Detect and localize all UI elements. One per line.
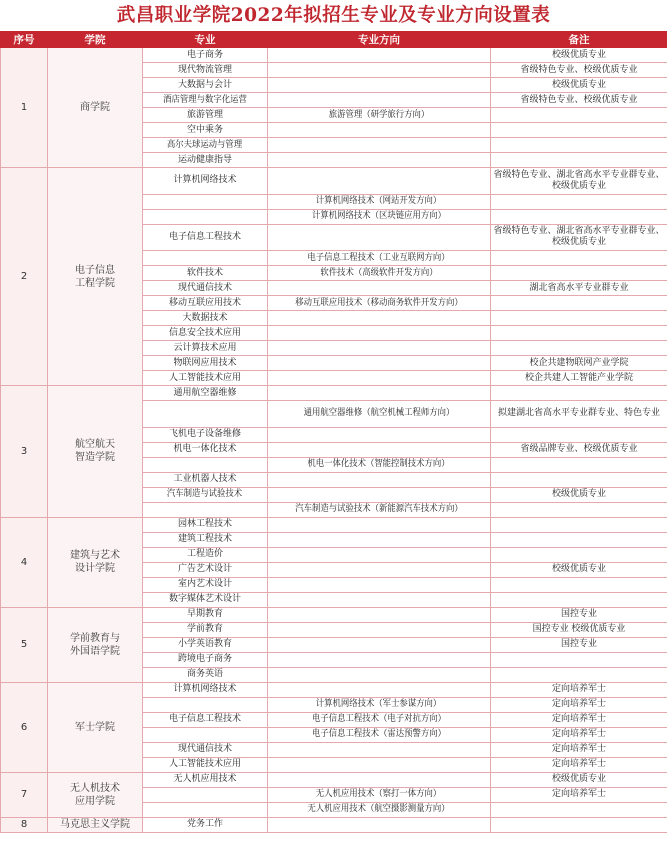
major-cell-text: 人工智能技术应用 (168, 372, 241, 383)
major-cell (143, 772, 268, 787)
major-cell-text: 现代通信技术 (177, 282, 232, 293)
college-name: 电子信息 工程学院 (48, 168, 143, 386)
major-cell (143, 682, 268, 697)
note-cell (491, 547, 667, 562)
major-cell-text: 工业机器人技术 (173, 474, 237, 484)
major-cell-text: 运动健康指导 (177, 154, 232, 165)
major-cell (143, 712, 268, 727)
college-name: 商学院 (48, 48, 143, 168)
note-cell: 拟建湖北省高水平专业群专业、特色专业 (491, 401, 667, 428)
direction-cell-text: 通用航空器维修（航空机械工程师方向） (303, 408, 455, 419)
major-cell-text: 电子信息工程技术 (168, 714, 241, 724)
direction-cell (268, 78, 491, 93)
note-cell: 校企共建人工智能产业学院 (491, 371, 667, 386)
college-name: 学前教育与 外国语学院 (48, 607, 143, 682)
direction-cell (268, 326, 491, 341)
direction-cell (268, 138, 491, 153)
note-cell: 定向培养军士 (491, 697, 667, 712)
note-cell (491, 652, 667, 667)
direction-cell (268, 48, 491, 63)
major-cell-text: 高尔夫球运动与管理 (167, 139, 243, 150)
note-cell (491, 427, 667, 442)
direction-cell (268, 817, 491, 832)
direction-cell (268, 532, 491, 547)
major-cell-text: 无人机应用技术 (173, 774, 237, 784)
major-cell-text: 物联网应用技术 (173, 357, 237, 368)
major-cell (143, 652, 268, 667)
direction-cell (268, 251, 491, 266)
note-cell (491, 386, 667, 401)
major-cell (143, 442, 268, 457)
major-cell (143, 224, 268, 251)
note-cell (491, 802, 667, 817)
major-cell (143, 123, 268, 138)
note-cell (491, 296, 667, 311)
direction-cell-text: 电子信息工程技术（工业互联网方向） (307, 252, 451, 263)
major-cell-text: 现代物流管理 (177, 64, 232, 75)
row-seq: 6 (1, 682, 48, 772)
note-cell (491, 153, 667, 168)
major-cell-text: 电子信息工程技术 (168, 231, 241, 242)
major-cell (143, 78, 268, 93)
direction-cell (268, 802, 491, 817)
major-cell (143, 802, 268, 817)
major-cell-text: 工程造价 (186, 549, 223, 559)
major-cell (143, 817, 268, 832)
note-cell (491, 138, 667, 153)
note-cell (491, 266, 667, 281)
note-cell: 国控专业 (491, 607, 667, 622)
major-cell (143, 386, 268, 401)
direction-cell-text: 无人机应用技术（察打一体方向） (316, 789, 442, 799)
direction-cell (268, 341, 491, 356)
direction-cell (268, 712, 491, 727)
table-row (1, 517, 667, 532)
direction-cell-text: 汽车制造与试验技术（新能源汽车技术方向） (295, 504, 463, 514)
direction-cell-text: 软件技术（高级软件开发方向） (320, 267, 438, 278)
direction-cell (268, 757, 491, 772)
table-row (1, 682, 667, 697)
direction-cell (268, 457, 491, 472)
table-row (1, 168, 667, 195)
major-cell (143, 209, 268, 224)
direction-cell (268, 209, 491, 224)
note-cell (491, 326, 667, 341)
major-cell (143, 697, 268, 712)
major-cell (143, 727, 268, 742)
major-cell-text: 学前教育 (186, 624, 223, 634)
major-cell-text: 移动互联应用技术 (168, 297, 241, 308)
note-cell: 定向培养军士 (491, 787, 667, 802)
direction-cell (268, 577, 491, 592)
note-cell (491, 123, 667, 138)
major-cell (143, 487, 268, 502)
direction-cell (268, 622, 491, 637)
major-cell (143, 108, 268, 123)
direction-cell (268, 727, 491, 742)
note-cell: 校级优质专业 (491, 562, 667, 577)
major-cell-text: 小学英语教育 (177, 639, 232, 649)
major-cell (143, 502, 268, 517)
note-cell (491, 311, 667, 326)
major-cell (143, 326, 268, 341)
direction-cell (268, 562, 491, 577)
direction-cell (268, 772, 491, 787)
header-college: 学院 (48, 32, 143, 48)
note-cell: 湖北省高水平专业群专业 (491, 281, 667, 296)
direction-cell (268, 742, 491, 757)
major-cell (143, 168, 268, 195)
note-cell: 省级品牌专业、校级优质专业 (491, 442, 667, 457)
major-cell-text: 大数据技术 (182, 312, 228, 323)
direction-cell (268, 427, 491, 442)
direction-cell-text: 电子信息工程技术（雷达预警方向） (312, 729, 446, 739)
direction-cell (268, 371, 491, 386)
note-cell: 省级特色专业、湖北省高水平专业群专业、校级优质专业 (491, 168, 667, 195)
direction-cell (268, 296, 491, 311)
major-cell-text: 空中乘务 (186, 124, 223, 135)
major-cell (143, 63, 268, 78)
major-cell-text: 云计算技术应用 (173, 342, 237, 353)
row-seq: 1 (1, 48, 48, 168)
row-seq: 4 (1, 517, 48, 607)
major-cell (143, 532, 268, 547)
major-cell-text: 信息安全技术应用 (168, 327, 241, 338)
major-cell (143, 251, 268, 266)
major-cell (143, 787, 268, 802)
header-note: 备注 (491, 32, 667, 48)
major-cell-text: 大数据与会计 (177, 79, 232, 90)
table-row (1, 772, 667, 787)
table-row (1, 48, 667, 63)
note-cell: 国控专业 (491, 637, 667, 652)
direction-cell (268, 667, 491, 682)
note-cell: 国控专业 校级优质专业 (491, 622, 667, 637)
row-seq: 3 (1, 386, 48, 518)
direction-cell (268, 682, 491, 697)
note-cell (491, 517, 667, 532)
major-cell (143, 281, 268, 296)
major-table (0, 31, 667, 833)
direction-cell (268, 194, 491, 209)
direction-cell (268, 356, 491, 371)
major-cell (143, 742, 268, 757)
note-cell (491, 667, 667, 682)
note-cell: 校级优质专业 (491, 78, 667, 93)
major-cell-text: 酒店管理与数字化运营 (163, 94, 247, 105)
direction-cell (268, 401, 491, 428)
direction-cell (268, 787, 491, 802)
major-cell (143, 194, 268, 209)
major-cell (143, 311, 268, 326)
note-cell: 校级优质专业 (491, 772, 667, 787)
major-cell-text: 计算机网络技术 (173, 175, 237, 186)
direction-cell (268, 637, 491, 652)
major-cell (143, 296, 268, 311)
major-cell (143, 138, 268, 153)
direction-cell (268, 502, 491, 517)
major-cell-text: 建筑工程技术 (177, 534, 232, 544)
note-cell (491, 209, 667, 224)
note-cell (491, 108, 667, 123)
major-cell-text: 商务英语 (186, 669, 223, 679)
direction-cell (268, 652, 491, 667)
major-cell (143, 401, 268, 428)
table-row (1, 386, 667, 401)
note-cell (491, 457, 667, 472)
major-cell-text: 现代通信技术 (177, 744, 232, 754)
header-major: 专业 (143, 32, 268, 48)
major-cell-text: 通用航空器维修 (173, 387, 237, 398)
note-cell: 省级特色专业、湖北省高水平专业群专业、校级优质专业 (491, 224, 667, 251)
college-name: 建筑与艺术 设计学院 (48, 517, 143, 607)
direction-cell (268, 93, 491, 108)
direction-cell (268, 153, 491, 168)
major-cell-text: 人工智能技术应用 (168, 759, 241, 769)
note-cell: 定向培养军士 (491, 757, 667, 772)
major-cell (143, 547, 268, 562)
major-cell-text: 数字媒体艺术设计 (168, 594, 241, 604)
note-cell: 省级特色专业、校级优质专业 (491, 93, 667, 108)
note-cell (491, 532, 667, 547)
direction-cell-text: 机电一体化技术（智能控制技术方向） (307, 459, 451, 469)
direction-cell (268, 547, 491, 562)
major-cell-text: 机电一体化技术 (173, 444, 237, 454)
major-cell-text: 园林工程技术 (177, 519, 232, 529)
note-cell (491, 502, 667, 517)
major-cell (143, 266, 268, 281)
major-cell (143, 592, 268, 607)
direction-cell (268, 123, 491, 138)
major-cell (143, 607, 268, 622)
major-cell (143, 48, 268, 63)
direction-cell-text: 计算机网络技术（军士参谋方向） (316, 699, 442, 709)
header-direction: 专业方向 (268, 32, 491, 48)
major-cell (143, 667, 268, 682)
major-cell-text: 广告艺术设计 (177, 564, 232, 574)
major-cell-text: 室内艺术设计 (177, 579, 232, 589)
note-cell: 定向培养军士 (491, 727, 667, 742)
college-name: 军士学院 (48, 682, 143, 772)
major-cell-text: 电子商务 (186, 49, 223, 60)
direction-cell (268, 487, 491, 502)
major-cell (143, 153, 268, 168)
note-cell: 定向培养军士 (491, 742, 667, 757)
major-cell (143, 427, 268, 442)
major-cell (143, 371, 268, 386)
major-cell (143, 517, 268, 532)
major-cell (143, 622, 268, 637)
direction-cell (268, 224, 491, 251)
major-cell-text: 计算机网络技术 (173, 684, 237, 694)
note-cell: 定向培养军士 (491, 712, 667, 727)
note-cell: 校企共建物联网产业学院 (491, 356, 667, 371)
note-cell (491, 251, 667, 266)
note-cell (491, 194, 667, 209)
page-title: 武昌职业学院2022年拟招生专业及专业方向设置表 (116, 5, 551, 26)
major-cell (143, 757, 268, 772)
direction-cell (268, 63, 491, 78)
major-cell-text: 早期教育 (186, 609, 223, 619)
direction-cell (268, 108, 491, 123)
major-cell (143, 93, 268, 108)
direction-cell (268, 697, 491, 712)
major-cell-text: 跨境电子商务 (177, 654, 232, 664)
note-cell (491, 472, 667, 487)
major-cell-text: 党务工作 (186, 819, 223, 829)
major-cell (143, 577, 268, 592)
direction-cell (268, 168, 491, 195)
row-seq: 2 (1, 168, 48, 386)
major-cell-text: 汽车制造与试验技术 (167, 489, 243, 499)
note-cell: 校级优质专业 (491, 487, 667, 502)
table-row (1, 817, 667, 832)
direction-cell-text: 无人机应用技术（航空摄影测量方向） (307, 804, 451, 814)
direction-cell (268, 472, 491, 487)
direction-cell-text: 计算机网络技术（区块链应用方向） (312, 211, 446, 221)
college-name: 马克思主义学院 (48, 817, 143, 832)
direction-cell (268, 592, 491, 607)
direction-cell (268, 311, 491, 326)
note-cell: 定向培养军士 (491, 682, 667, 697)
major-cell (143, 562, 268, 577)
note-cell: 校级优质专业 (491, 48, 667, 63)
note-cell (491, 592, 667, 607)
major-cell (143, 472, 268, 487)
major-cell-text: 飞机电子设备维修 (168, 429, 241, 439)
direction-cell-text: 计算机网络技术（网站开发方向） (316, 196, 442, 206)
direction-cell (268, 386, 491, 401)
header-row (1, 32, 667, 48)
row-seq: 7 (1, 772, 48, 817)
direction-cell-text: 电子信息工程技术（电子对抗方向） (312, 714, 446, 724)
major-cell (143, 356, 268, 371)
college-name: 无人机技术 应用学院 (48, 772, 143, 817)
major-cell-text: 旅游管理 (186, 109, 223, 120)
major-cell (143, 457, 268, 472)
row-seq: 8 (1, 817, 48, 832)
direction-cell (268, 607, 491, 622)
direction-cell (268, 442, 491, 457)
direction-cell-text: 移动互联应用技术（移动商务软件开发方向） (295, 297, 463, 308)
note-cell: 省级特色专业、校级优质专业 (491, 63, 667, 78)
major-cell (143, 637, 268, 652)
header-seq: 序号 (1, 32, 48, 48)
college-name: 航空航天 智造学院 (48, 386, 143, 518)
direction-cell (268, 281, 491, 296)
major-cell (143, 341, 268, 356)
direction-cell-text: 旅游管理（研学旅行方向） (328, 109, 430, 120)
table-row (1, 607, 667, 622)
direction-cell (268, 517, 491, 532)
major-cell-text: 软件技术 (186, 267, 223, 278)
note-cell (491, 817, 667, 832)
direction-cell (268, 266, 491, 281)
row-seq: 5 (1, 607, 48, 682)
note-cell (491, 577, 667, 592)
note-cell (491, 341, 667, 356)
